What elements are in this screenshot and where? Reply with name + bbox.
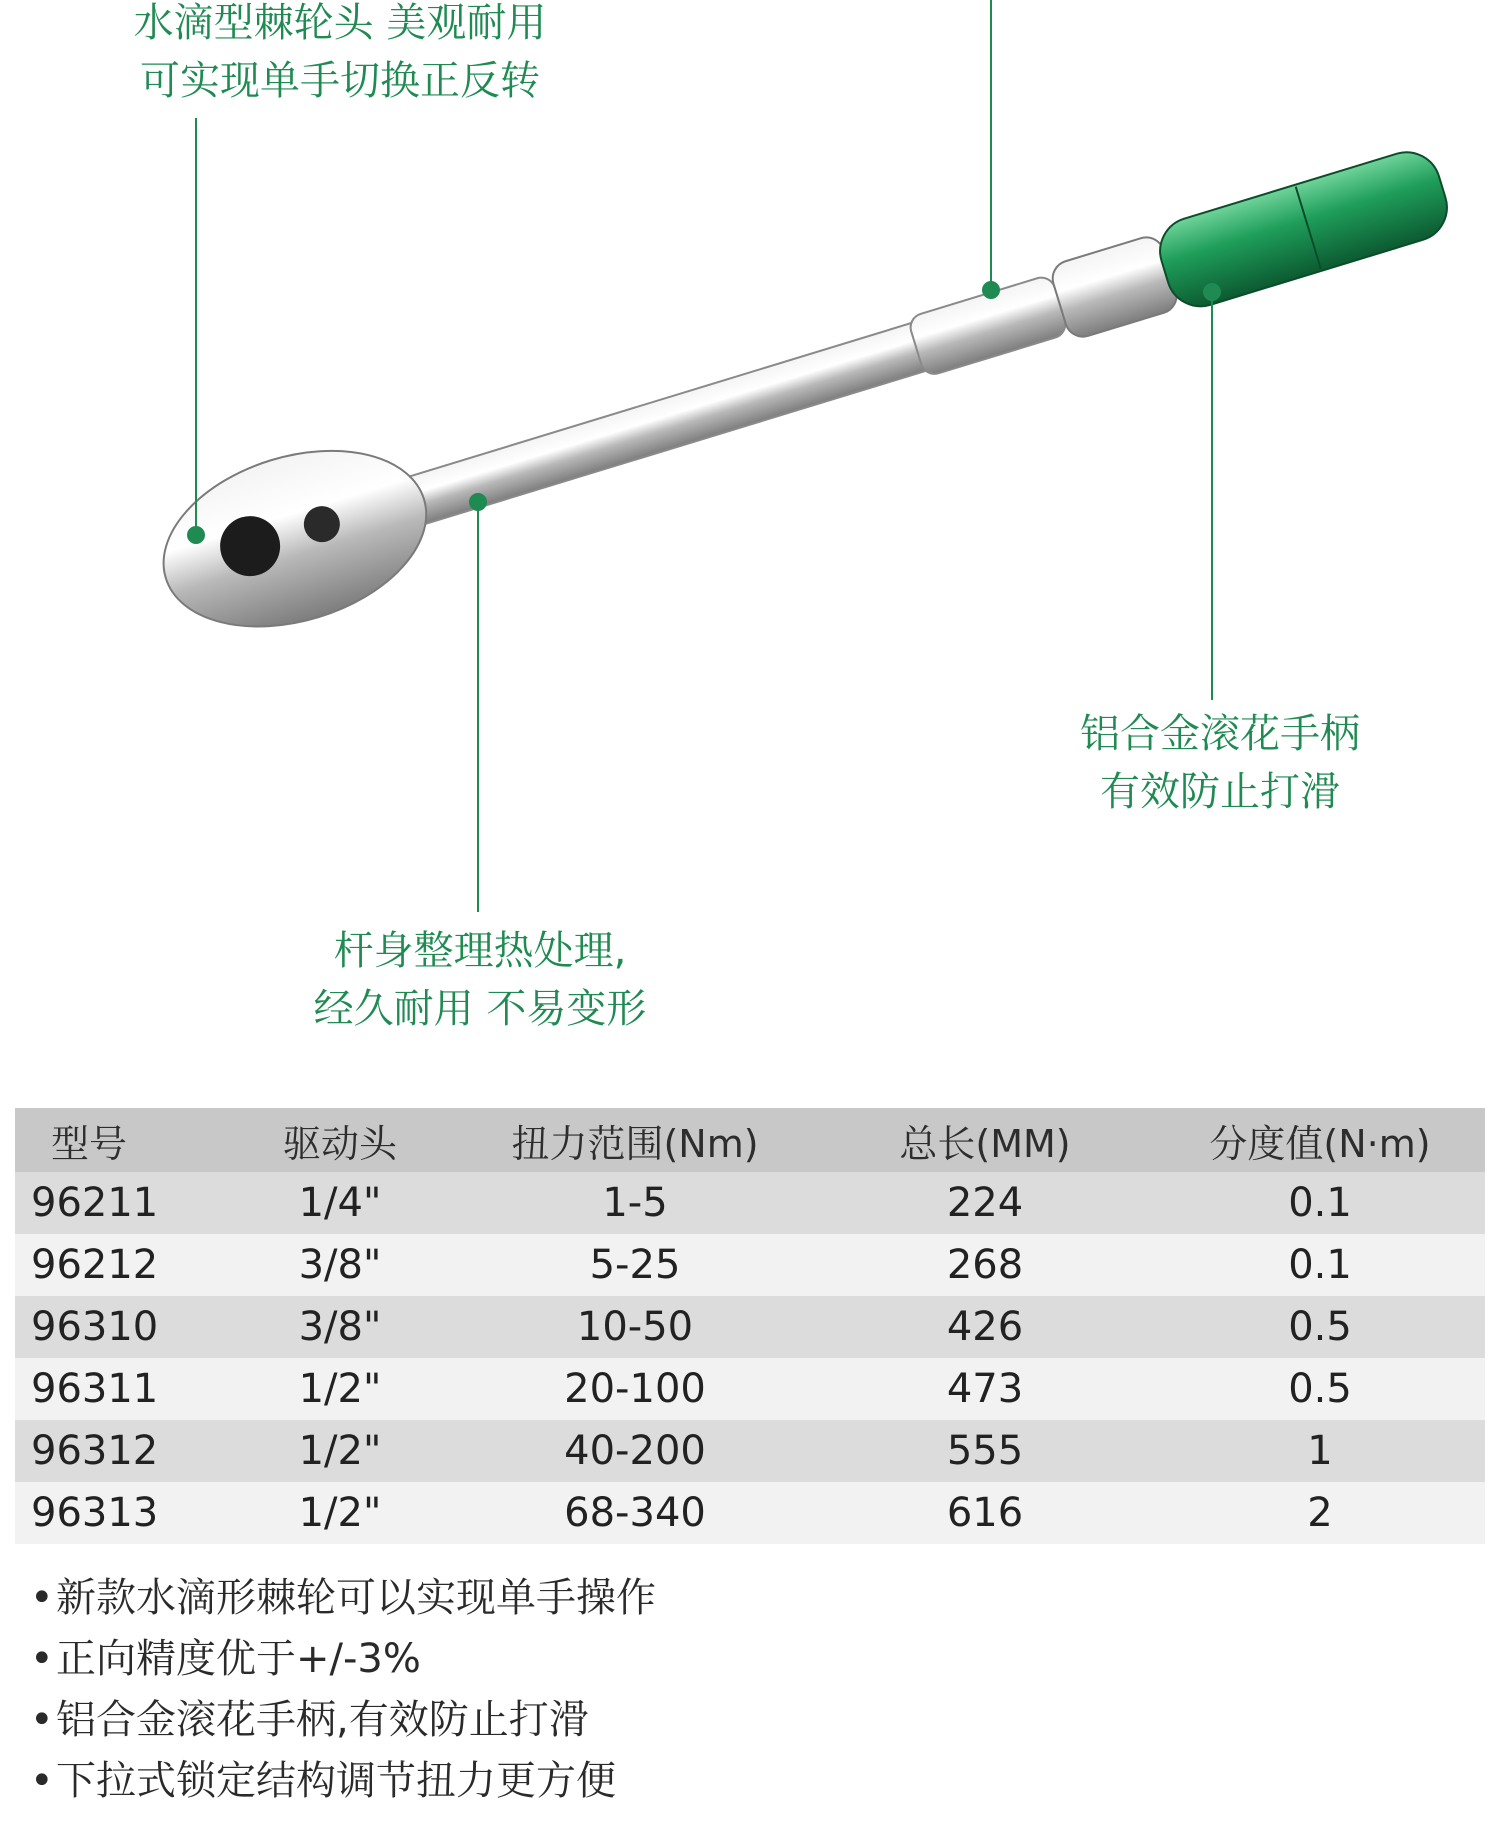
feature-item	[30, 1629, 656, 1690]
spec-table	[15, 1108, 1485, 1544]
table-cell: 96313	[15, 1482, 225, 1544]
table-cell: 268	[815, 1234, 1155, 1296]
table-cell: 3/8"	[225, 1234, 455, 1296]
table-cell: 2	[1155, 1482, 1485, 1544]
table-cell: 1/2"	[225, 1482, 455, 1544]
bullet-icon: •	[30, 1758, 54, 1804]
feature-item	[30, 1568, 656, 1629]
table-row	[15, 1358, 1485, 1420]
feature-text: 新款水滴形棘轮可以实现单手操作	[56, 1575, 656, 1621]
callout-line: 铝合金滚花手柄	[1080, 711, 1360, 757]
callout-handle	[1040, 705, 1400, 821]
ratchet-head	[142, 421, 448, 657]
header-cell: 总长(MM)	[815, 1108, 1155, 1172]
bullet-icon: •	[30, 1697, 54, 1743]
table-cell: 10-50	[455, 1296, 815, 1358]
table-cell: 1	[1155, 1420, 1485, 1482]
table-cell: 0.1	[1155, 1172, 1485, 1234]
feature-item	[30, 1690, 656, 1751]
callout-line: 杆身整理热处理,	[333, 928, 627, 974]
table-cell: 5-25	[455, 1234, 815, 1296]
feature-item	[30, 1751, 656, 1812]
feature-text: 正向精度优于+/-3%	[56, 1636, 421, 1682]
callout-ratchet-head	[95, 0, 585, 110]
feature-text: 铝合金滚花手柄,有效防止打滑	[56, 1697, 589, 1743]
callout-line: 有效防止打滑	[1100, 769, 1340, 815]
wrench	[142, 109, 1467, 656]
table-row	[15, 1234, 1485, 1296]
header-cell: 扭力范围(Nm)	[455, 1108, 815, 1172]
header-cell: 分度值(N·m)	[1155, 1108, 1485, 1172]
callout-line: 水滴型棘轮头 美观耐用	[133, 0, 547, 46]
bullet-icon: •	[30, 1636, 54, 1682]
table-cell: 555	[815, 1420, 1155, 1482]
table-row	[15, 1482, 1485, 1544]
table-cell: 3/8"	[225, 1296, 455, 1358]
table-header-row	[15, 1108, 1485, 1172]
table-cell: 96212	[15, 1234, 225, 1296]
table-cell: 224	[815, 1172, 1155, 1234]
table-cell: 0.5	[1155, 1358, 1485, 1420]
table-cell: 1/2"	[225, 1358, 455, 1420]
table-row	[15, 1296, 1485, 1358]
feature-list	[30, 1568, 656, 1812]
bullet-icon: •	[30, 1575, 54, 1621]
table-cell: 473	[815, 1358, 1155, 1420]
feature-text: 下拉式锁定结构调节扭力更方便	[56, 1758, 616, 1804]
table-cell: 68-340	[455, 1482, 815, 1544]
table-row	[15, 1172, 1485, 1234]
table-cell: 0.5	[1155, 1296, 1485, 1358]
table-cell: 20-100	[455, 1358, 815, 1420]
table-cell: 96211	[15, 1172, 225, 1234]
table-cell: 96311	[15, 1358, 225, 1420]
table-cell: 426	[815, 1296, 1155, 1358]
callout-line: 经久耐用 不易变形	[313, 986, 647, 1032]
header-cell: 型号	[15, 1108, 225, 1172]
table-cell: 1-5	[455, 1172, 815, 1234]
header-cell: 驱动头	[225, 1108, 455, 1172]
table-cell: 96310	[15, 1296, 225, 1358]
table-cell: 1/4"	[225, 1172, 455, 1234]
table-cell: 96312	[15, 1420, 225, 1482]
table-cell: 40-200	[455, 1420, 815, 1482]
table-cell: 1/2"	[225, 1420, 455, 1482]
table-row	[15, 1420, 1485, 1482]
callout-shaft	[260, 922, 700, 1038]
table-cell: 0.1	[1155, 1234, 1485, 1296]
callout-line: 可实现单手切换正反转	[140, 58, 540, 104]
aluminium-handle	[1152, 144, 1456, 315]
table-cell: 616	[815, 1482, 1155, 1544]
